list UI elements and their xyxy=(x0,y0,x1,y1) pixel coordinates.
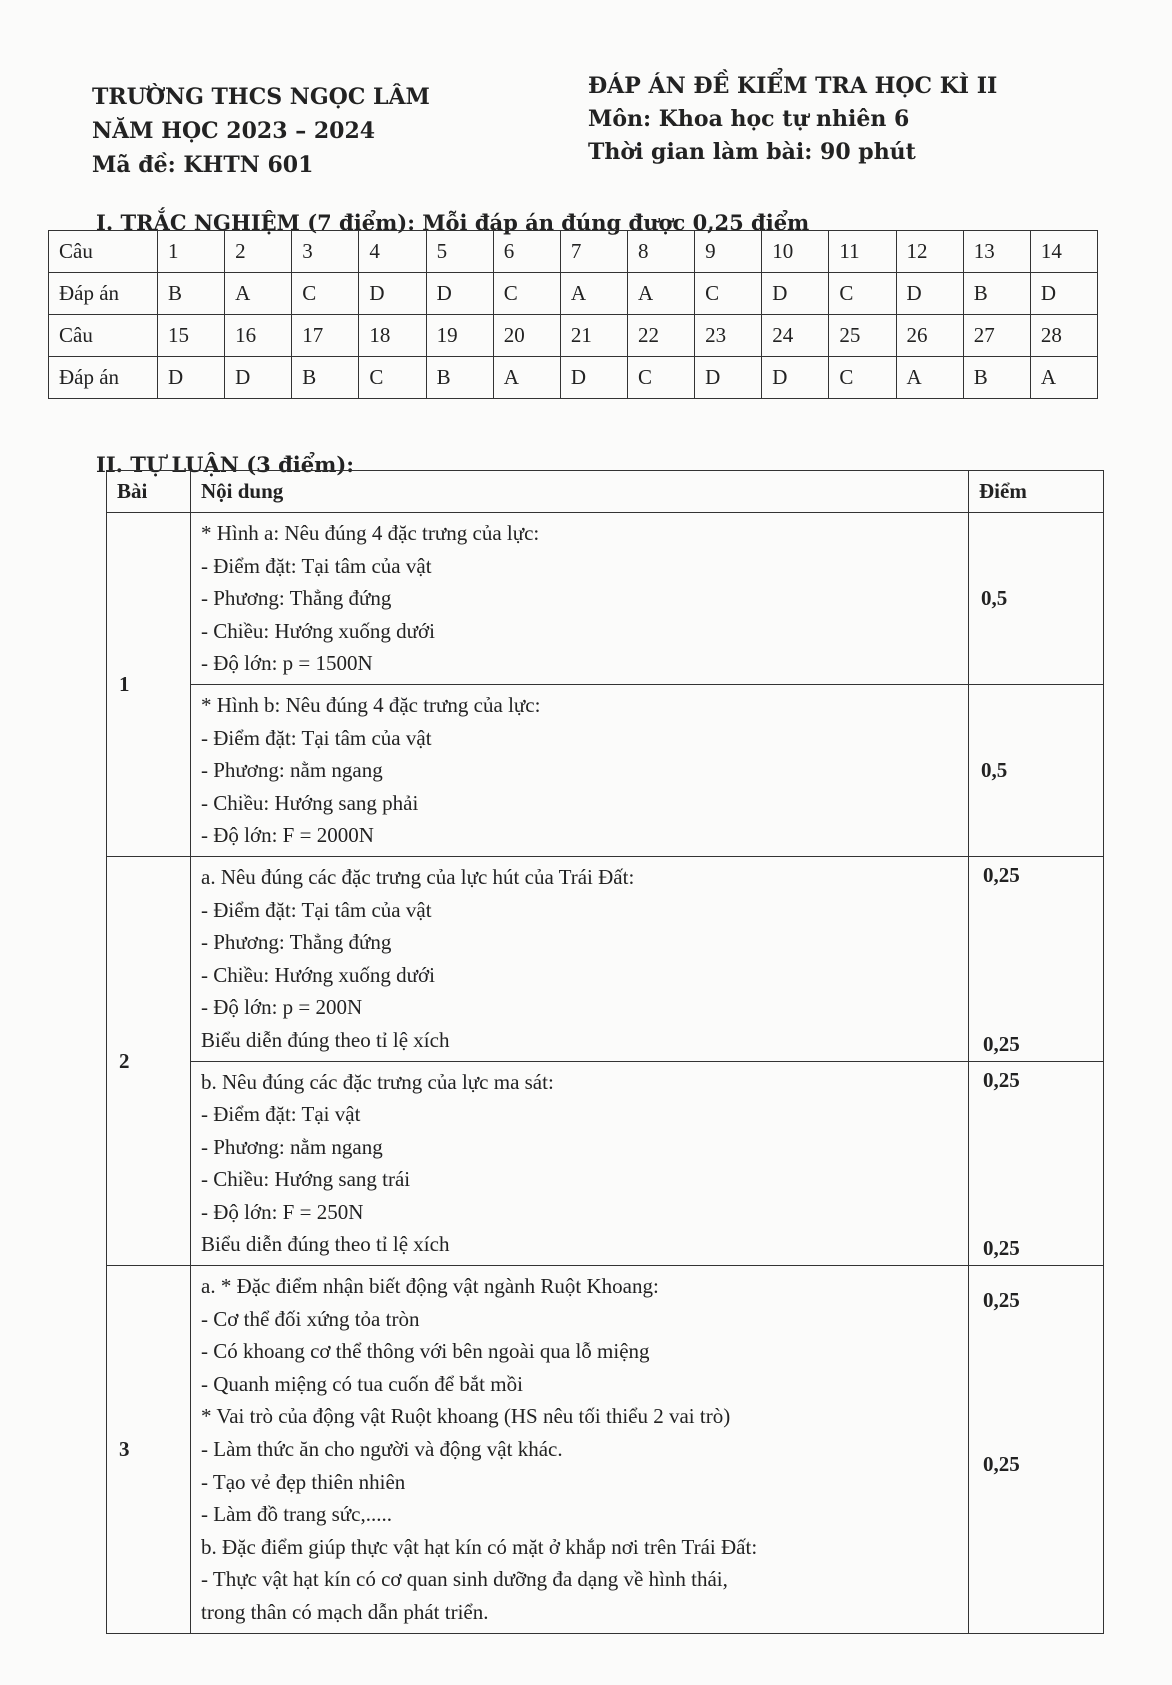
score-cell xyxy=(969,856,1104,1061)
content-line: - Có khoang cơ thể thông với bên ngoài qua lỗ miệng xyxy=(201,1339,650,1364)
answer-key: B xyxy=(292,357,359,399)
score-value: 0,25 xyxy=(983,1452,1020,1477)
answer-content xyxy=(191,684,969,856)
content-line: - Làm thức ăn cho người và động vật khác. xyxy=(201,1437,563,1462)
answer-key: B xyxy=(963,273,1030,315)
table-header-row xyxy=(107,471,1104,513)
content-line: - Thực vật hạt kín có cơ quan sinh dưỡng đa dạng về hình thái, xyxy=(201,1567,728,1592)
question-number: 6 xyxy=(493,231,560,273)
content-line: - Tạo vẻ đẹp thiên nhiên xyxy=(201,1469,406,1494)
column-header-bai: Bài xyxy=(107,471,191,513)
school-name: TRƯỜNG THCS NGỌC LÂM xyxy=(92,84,430,110)
content-line: - Điểm đặt: Tại tâm của vật xyxy=(201,553,432,578)
answer-key: A xyxy=(225,273,292,315)
answer-key: D xyxy=(225,357,292,399)
answer-key: C xyxy=(292,273,359,315)
answer-key: C xyxy=(829,357,896,399)
exam-subject: Môn: Khoa học tự nhiên 6 xyxy=(588,106,910,132)
answer-key: D xyxy=(762,357,829,399)
school-year: NĂM HỌC 2023 – 2024 xyxy=(92,118,376,144)
question-number: 10 xyxy=(762,231,829,273)
question-number: 26 xyxy=(896,315,963,357)
answer-key: A xyxy=(627,273,694,315)
content-line: a. Nêu đúng các đặc trưng của lực hút của Trái Đất: xyxy=(201,864,635,889)
content-line: - Chiều: Hướng sang phải xyxy=(201,790,419,815)
answer-key: C xyxy=(695,273,762,315)
part2-heading: II. TỰ LUẬN (3 điểm): xyxy=(96,452,355,477)
question-number: 2 xyxy=(225,231,292,273)
exercise-number: 2 xyxy=(107,856,191,1265)
exercise-number: 3 xyxy=(107,1266,191,1634)
table-row xyxy=(49,231,1098,273)
answer-key: A xyxy=(493,357,560,399)
table-row xyxy=(107,684,1104,856)
question-number: 20 xyxy=(493,315,560,357)
content-line: - Cơ thể đối xứng tỏa tròn xyxy=(201,1306,420,1331)
answer-key: B xyxy=(426,357,493,399)
content-line: Biểu diễn đúng theo tỉ lệ xích xyxy=(201,1027,450,1052)
column-header-content: Nội dung xyxy=(191,471,969,513)
table-row xyxy=(49,315,1098,357)
answer-label: Đáp án xyxy=(49,273,158,315)
content-line: * Vai trò của động vật Ruột khoang (HS nêu tối thiểu 2 vai trò) xyxy=(201,1404,731,1429)
table-row xyxy=(107,1266,1104,1634)
answer-key: A xyxy=(1030,357,1097,399)
exam-header xyxy=(588,70,997,169)
score-cell xyxy=(969,1061,1104,1266)
school-header xyxy=(92,80,430,182)
answer-key: D xyxy=(359,273,426,315)
question-number: 22 xyxy=(627,315,694,357)
table-row xyxy=(107,856,1104,1061)
answer-key: D xyxy=(762,273,829,315)
exercise-number: 1 xyxy=(107,513,191,857)
content-line: - Điểm đặt: Tại vật xyxy=(201,1102,361,1127)
table-row xyxy=(49,273,1098,315)
essay-table xyxy=(106,470,1104,1634)
content-line: b. Đặc điểm giúp thực vật hạt kín có mặt ở khắp nơi trên Trái Đất: xyxy=(201,1534,758,1559)
answer-key: C xyxy=(359,357,426,399)
question-label: Câu xyxy=(49,231,158,273)
question-number: 15 xyxy=(158,315,225,357)
table-row xyxy=(107,1061,1104,1266)
answer-content xyxy=(191,513,969,685)
answer-key: D xyxy=(158,357,225,399)
score-cell xyxy=(969,513,1104,685)
answer-key: D xyxy=(560,357,627,399)
score-cell xyxy=(969,1266,1104,1634)
question-number: 13 xyxy=(963,231,1030,273)
column-header-score: Điểm xyxy=(969,471,1104,513)
exam-time: Thời gian làm bài: 90 phút xyxy=(588,139,916,165)
question-label: Câu xyxy=(49,315,158,357)
content-line: - Độ lớn: F = 2000N xyxy=(201,823,374,848)
content-line: - Chiều: Hướng sang trái xyxy=(201,1167,411,1192)
score-value: 0,5 xyxy=(981,757,1008,782)
question-number: 18 xyxy=(359,315,426,357)
content-line: a. * Đặc điểm nhận biết động vật ngành Ruột Khoang: xyxy=(201,1274,659,1299)
question-number: 21 xyxy=(560,315,627,357)
question-number: 7 xyxy=(560,231,627,273)
exam-title: ĐÁP ÁN ĐỀ KIỂM TRA HỌC KÌ II xyxy=(588,73,998,99)
table-row xyxy=(107,513,1104,685)
score-value: 0,25 xyxy=(983,862,1020,887)
content-line: - Điểm đặt: Tại tâm của vật xyxy=(201,725,432,750)
question-number: 3 xyxy=(292,231,359,273)
score-value: 0,25 xyxy=(983,1031,1020,1056)
content-line: - Độ lớn: p = 200N xyxy=(201,995,363,1020)
answer-content xyxy=(191,1266,969,1634)
answer-key: D xyxy=(695,357,762,399)
question-number: 24 xyxy=(762,315,829,357)
answer-content xyxy=(191,1061,969,1266)
content-line: - Chiều: Hướng xuống dưới xyxy=(201,618,435,643)
content-line: - Điểm đặt: Tại tâm của vật xyxy=(201,897,432,922)
content-line: - Phương: Thẳng đứng xyxy=(201,586,392,611)
answer-key: D xyxy=(1030,273,1097,315)
question-number: 25 xyxy=(829,315,896,357)
content-line: b. Nêu đúng các đặc trưng của lực ma sát: xyxy=(201,1069,554,1094)
answer-key: C xyxy=(627,357,694,399)
content-line: - Độ lớn: F = 250N xyxy=(201,1199,364,1224)
answer-key: A xyxy=(560,273,627,315)
score-value: 0,25 xyxy=(983,1288,1020,1313)
table-row xyxy=(49,357,1098,399)
question-number: 11 xyxy=(829,231,896,273)
score-cell xyxy=(969,684,1104,856)
question-number: 17 xyxy=(292,315,359,357)
content-line: - Phương: nằm ngang xyxy=(201,1134,383,1159)
question-number: 4 xyxy=(359,231,426,273)
content-line: - Quanh miệng có tua cuốn để bắt mồi xyxy=(201,1371,523,1396)
part1-heading: I. TRẮC NGHIỆM (7 điểm): Mỗi đáp án đúng được 0,25 điểm xyxy=(96,210,810,235)
answer-key: D xyxy=(426,273,493,315)
answer-key: A xyxy=(896,357,963,399)
question-number: 12 xyxy=(896,231,963,273)
content-line: * Hình a: Nêu đúng 4 đặc trưng của lực: xyxy=(201,521,540,545)
content-line: trong thân có mạch dẫn phát triển. xyxy=(201,1600,489,1624)
question-number: 28 xyxy=(1030,315,1097,357)
question-number: 19 xyxy=(426,315,493,357)
answer-key: D xyxy=(896,273,963,315)
answer-key: B xyxy=(158,273,225,315)
content-line: - Độ lớn: p = 1500N xyxy=(201,651,373,676)
question-number: 16 xyxy=(225,315,292,357)
question-number: 27 xyxy=(963,315,1030,357)
score-value: 0,5 xyxy=(981,585,1008,610)
score-value: 0,25 xyxy=(983,1236,1020,1261)
exam-code: Mã đề: KHTN 601 xyxy=(92,152,314,178)
content-line: - Phương: Thẳng đứng xyxy=(201,930,392,955)
question-number: 9 xyxy=(695,231,762,273)
content-line: - Làm đồ trang sức,..... xyxy=(201,1502,392,1527)
answer-key: C xyxy=(829,273,896,315)
multiple-choice-table xyxy=(48,230,1098,399)
question-number: 23 xyxy=(695,315,762,357)
question-number: 5 xyxy=(426,231,493,273)
answer-key: C xyxy=(493,273,560,315)
answer-content xyxy=(191,856,969,1061)
content-line: - Phương: nằm ngang xyxy=(201,758,383,783)
question-number: 14 xyxy=(1030,231,1097,273)
answer-label: Đáp án xyxy=(49,357,158,399)
question-number: 8 xyxy=(627,231,694,273)
content-line: * Hình b: Nêu đúng 4 đặc trưng của lực: xyxy=(201,692,541,717)
content-line: Biểu diễn đúng theo tỉ lệ xích xyxy=(201,1232,450,1257)
score-value: 0,25 xyxy=(983,1067,1020,1092)
answer-key: B xyxy=(963,357,1030,399)
question-number: 1 xyxy=(158,231,225,273)
content-line: - Chiều: Hướng xuống dưới xyxy=(201,962,435,987)
